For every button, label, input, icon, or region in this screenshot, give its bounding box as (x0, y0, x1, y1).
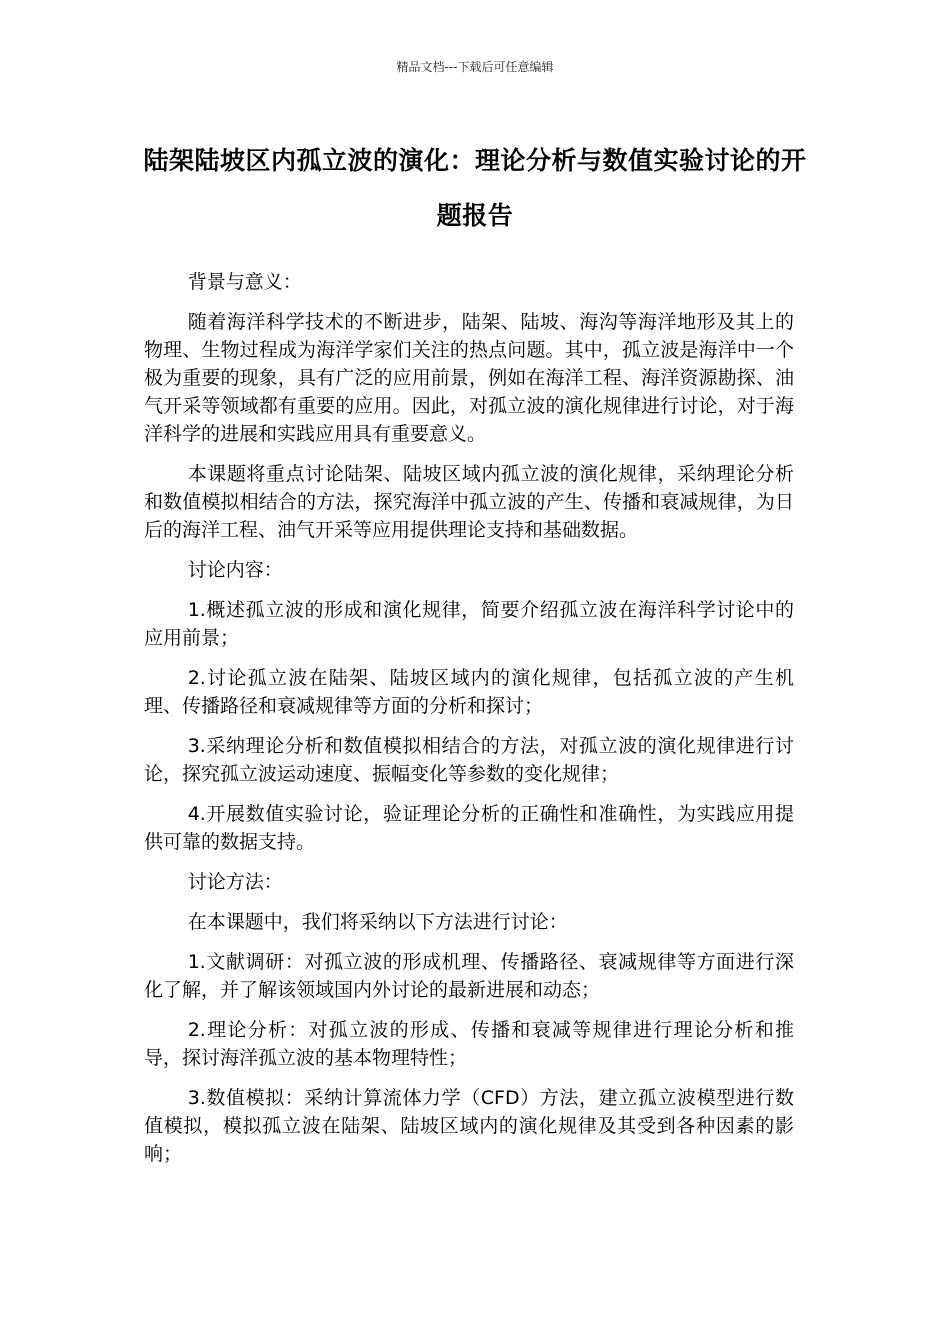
method-item-1: 1.文献调研：对孤立波的形成机理、传播路径、衰减规律等方面进行深化了解，并了解该领域国内外讨论的最新进展和动态； (144, 951, 794, 1001)
method-item-3: 3.数值模拟：采纳计算流体力学（CFD）方法，建立孤立波模型进行数值模拟，模拟孤立波在陆架、陆坡区域内的演化规律及其受到各种因素的影响； (144, 1087, 794, 1165)
section-heading-content: 讨论内容： (187, 559, 283, 581)
content-item-2: 2.讨论孤立波在陆架、陆坡区域内的演化规律，包括孤立波的产生机理、传播路径和衰减规律等方面的分析和探讨； (144, 667, 794, 717)
content-item-4: 4.开展数值实验讨论，验证理论分析的正确性和准确性，为实践应用提供可靠的数据支持。 (144, 803, 794, 853)
section-heading-methods: 讨论方法： (187, 871, 283, 893)
content-item-3: 3.采纳理论分析和数值模拟相结合的方法，对孤立波的演化规律进行讨论，探究孤立波运动速度、振幅变化等参数的变化规律； (144, 735, 794, 785)
document-body (144, 268, 794, 1180)
method-item-2: 2.理论分析：对孤立波的形成、传播和衰减等规律进行理论分析和推导，探讨海洋孤立波的基本物理特性； (144, 1019, 794, 1069)
paragraph-background: 随着海洋科学技术的不断进步，陆架、陆坡、海沟等海洋地形及其上的物理、生物过程成为海洋学家们关注的热点问题。其中，孤立波是海洋中一个极为重要的现象，具有广泛的应用前景，例如在海洋工程、海洋资源勘探、油气开采等领域都有重要的应用。因此，对孤立波的演化规律进行讨论，对于海洋科学的进展和实践应用具有重要意义。 (144, 311, 794, 445)
document-title: 陆架陆坡区内孤立波的演化：理论分析与数值实验讨论的开题报告 (143, 146, 807, 230)
header-note: 精品文档---下载后可任意编辑 (396, 60, 554, 74)
paragraph-methods-intro: 在本课题中，我们将采纳以下方法进行讨论： (187, 911, 568, 933)
section-heading-background: 背景与意义： (187, 271, 302, 293)
paragraph-topic: 本课题将重点讨论陆架、陆坡区域内孤立波的演化规律，采纳理论分析和数值模拟相结合的方法，探究海洋中孤立波的产生、传播和衰减规律，为日后的海洋工程、油气开采等应用提供理论支持和基础数据。 (144, 463, 794, 541)
content-item-1: 1.概述孤立波的形成和演化规律，简要介绍孤立波在海洋科学讨论中的应用前景； (144, 599, 794, 649)
